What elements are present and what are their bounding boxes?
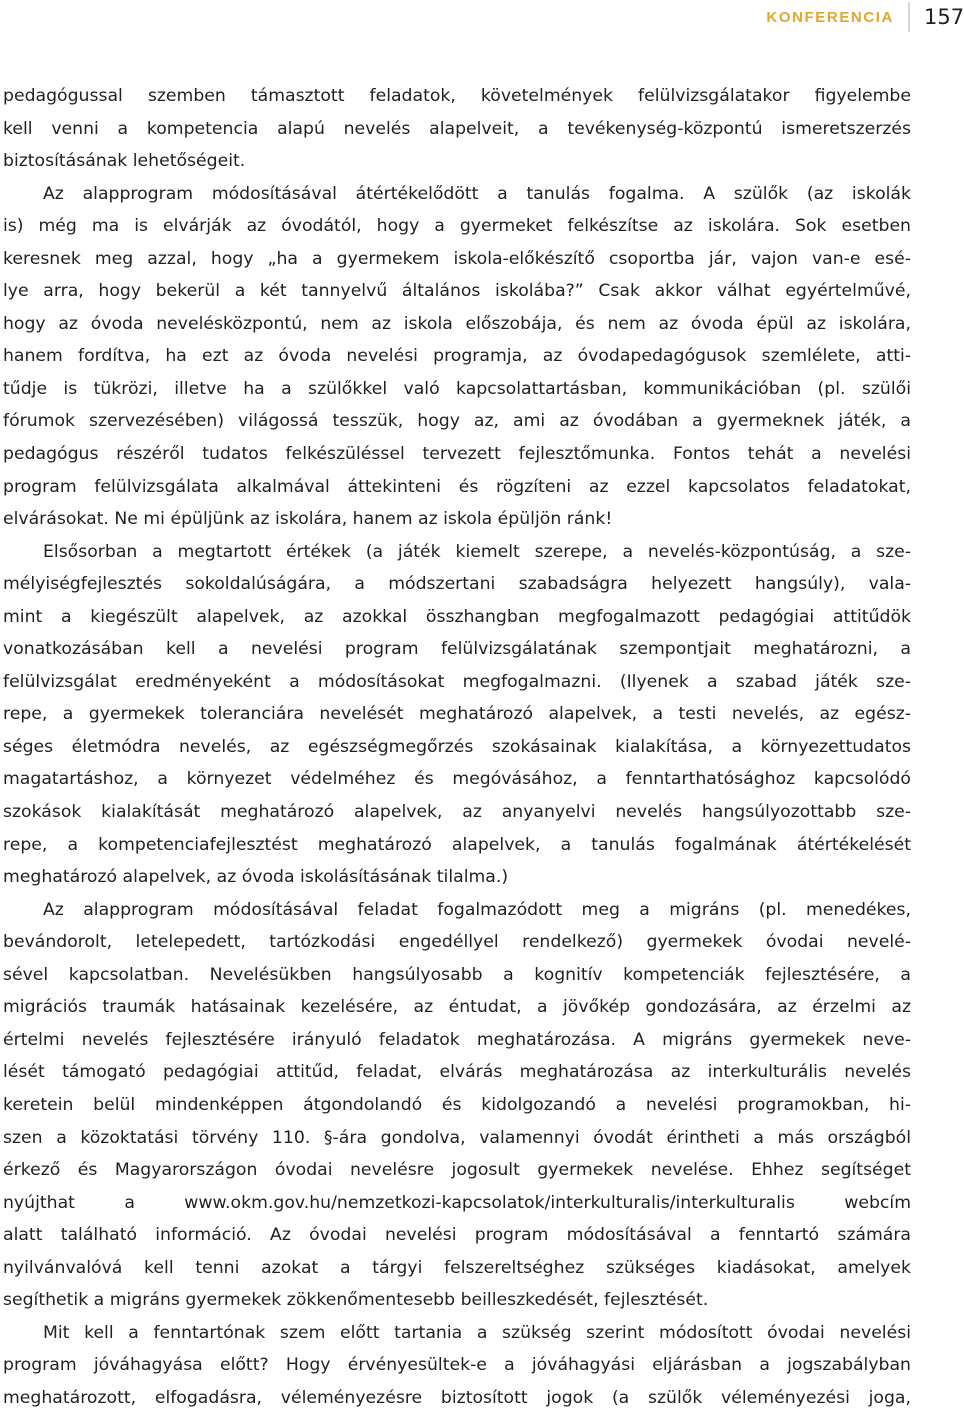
text-line: migrációs traumák hatásainak kezelésére, az éntudat, a jövőkép gondozására, az érzelmi az — [3, 997, 911, 1018]
text-line: elvárásokat. Ne mi épüljünk az iskolára, hanem az iskola épüljön ránk! — [3, 509, 613, 530]
section-label: KONFERENCIA — [766, 8, 894, 26]
text-line: repe, a kompetenciafejlesztést meghatározó alapelvek, a tanulás fogalmának átértékelését — [3, 834, 911, 855]
text-line: segíthetik a migráns gyermekek zökkenőmentesebb beilleszkedését, fejlesztését. — [3, 1290, 709, 1311]
text-line: lését támogató pedagógiai attitűd, feladat, elvárás meghatározása az interkulturális nevelés — [3, 1062, 911, 1083]
text-line: program jóváhagyása előtt? Hogy érvényesültek-e a jóváhagyási eljárásban a jogszabályban — [3, 1355, 911, 1376]
text-line: pedagógus részéről tudatos felkészüléssel tervezett fejlesztőmunka. Fontos tehát a nevelési — [3, 444, 911, 465]
text-line: pedagógussal szemben támasztott feladatok, követelmények felülvizsgálatakor figyelembe — [3, 86, 911, 106]
text-line: fórumok szervezésében) világossá tesszük, hogy az, ami az óvodában a gyermeknek játék, a — [3, 411, 911, 432]
text-line: Elsősorban a megtartott értékek (a játék kiemelt szerepe, a nevelés-központúság, a sze- — [43, 541, 911, 562]
body-text — [3, 80, 911, 1414]
text-line: keresnek meg azzal, hogy „ha a gyermekem iskola-előkészítő csoportba jár, vajon van-e esé- — [3, 248, 911, 269]
text-line: biztosításának lehetőségeit. — [3, 151, 246, 172]
page-number: 157 — [924, 5, 964, 29]
header-divider — [908, 2, 910, 32]
running-header — [766, 0, 964, 34]
text-line: vonatkozásában kell a nevelési program felülvizsgálatának szempontjait meghatározni, a — [3, 639, 911, 660]
text-line: nyilvánvalóvá kell tenni azokat a tárgyi felszereltséghez szükséges kiadásokat, amelyek — [3, 1257, 911, 1278]
text-line: mélyiségfejlesztés sokoldalúságára, a módszertani szabadságra helyezett hangsúly), vala- — [3, 574, 911, 595]
text-line: Mit kell a fenntartónak szem előtt tartania a szükség szerint módosított óvodai nevelési — [43, 1322, 911, 1343]
text-line: tűdje is tükrözi, illetve ha a szülőkkel való kapcsolattartásban, kommunikációban (pl. szülői — [3, 378, 911, 399]
text-line: alatt található információ. Az óvodai nevelési program módosításával a fenntartó számára — [3, 1225, 911, 1246]
text-line: sével kapcsolatban. Nevelésükben hangsúlyosabb a kognitív kompetenciák fejlesztésére, a — [3, 964, 911, 985]
text-line: lye arra, hogy bekerül a két tannyelvű általános iskolába?” Csak akkor válhat egyértelművé, — [3, 281, 911, 302]
text-line: hogy az óvoda nevelésközpontú, nem az iskola előszobája, és nem az óvoda épül az iskolára, — [3, 313, 911, 334]
text-line: mint a kiegészült alapelvek, az azokkal összhangban megfogalmazott pedagógiai attitűdök — [3, 606, 911, 627]
text-line: magatartáshoz, a környezet védelméhez és megóvásához, a fenntarthatósághoz kapcsolódó — [3, 769, 911, 790]
text-line: értelmi nevelés fejlesztésére irányuló feladatok meghatározása. A migráns gyermekek neve- — [3, 1029, 911, 1050]
text-line: keretein belül mindenképpen átgondolandó és kidolgozandó a nevelési programokban, hi- — [3, 1094, 911, 1115]
text-line: nyújthat a www.okm.gov.hu/nemzetkozi-kapcsolatok/interkulturalis/interkulturalis webcím — [3, 1192, 911, 1213]
text-line: meghatározott, elfogadásra, véleményezésre biztosított jogok (a szülők véleményezési joga, — [3, 1387, 911, 1408]
text-line: repe, a gyermekek toleranciára nevelését meghatározó alapelvek, a testi nevelés, az egész- — [3, 704, 911, 725]
text-line: séges életmódra nevelés, az egészségmegőrzés szokásainak kialakítása, a környezettudatos — [3, 736, 911, 757]
text-line: kell venni a kompetencia alapú nevelés alapelveit, a tevékenység-központú ismeretszerzés — [3, 118, 911, 139]
text-line: szen a közoktatási törvény 110. §-ára gondolva, valamennyi óvodát érintheti a más országból — [3, 1127, 911, 1148]
text-line: meghatározó alapelvek, az óvoda iskolásításának tilalma.) — [3, 867, 509, 888]
text-line: Az alapprogram módosításával átértékelődött a tanulás fogalma. A szülők (az iskolák — [43, 183, 911, 204]
text-line: program felülvizsgálata alkalmával áttekinteni és rögzíteni az ezzel kapcsolatos feladatokat, — [3, 476, 911, 497]
text-line: szokások kialakítását meghatározó alapelvek, az anyanyelvi nevelés hangsúlyozottabb sze- — [3, 802, 911, 823]
text-line: érkező és Magyarországon óvodai nevelésre jogosult gyermekek nevelése. Ehhez segítséget — [3, 1160, 911, 1181]
text-line: Az alapprogram módosításával feladat fogalmazódott meg a migráns (pl. menedékes, — [43, 899, 911, 920]
text-line: hanem fordítva, ha ezt az óvoda nevelési programja, az óvodapedagógusok szemlélete, atti- — [3, 346, 911, 367]
text-line: bevándorolt, letelepedett, tartózkodási engedéllyel rendelkező) gyermekek óvodai nevelé- — [3, 932, 911, 953]
text-line: felülvizsgálat eredményeként a módosításokat megfogalmazni. (Ilyenek a szabad játék sze- — [3, 671, 911, 692]
text-line: is) még ma is elvárják az óvodától, hogy a gyermeket felkészítse az iskolára. Sok esetben — [3, 216, 911, 237]
